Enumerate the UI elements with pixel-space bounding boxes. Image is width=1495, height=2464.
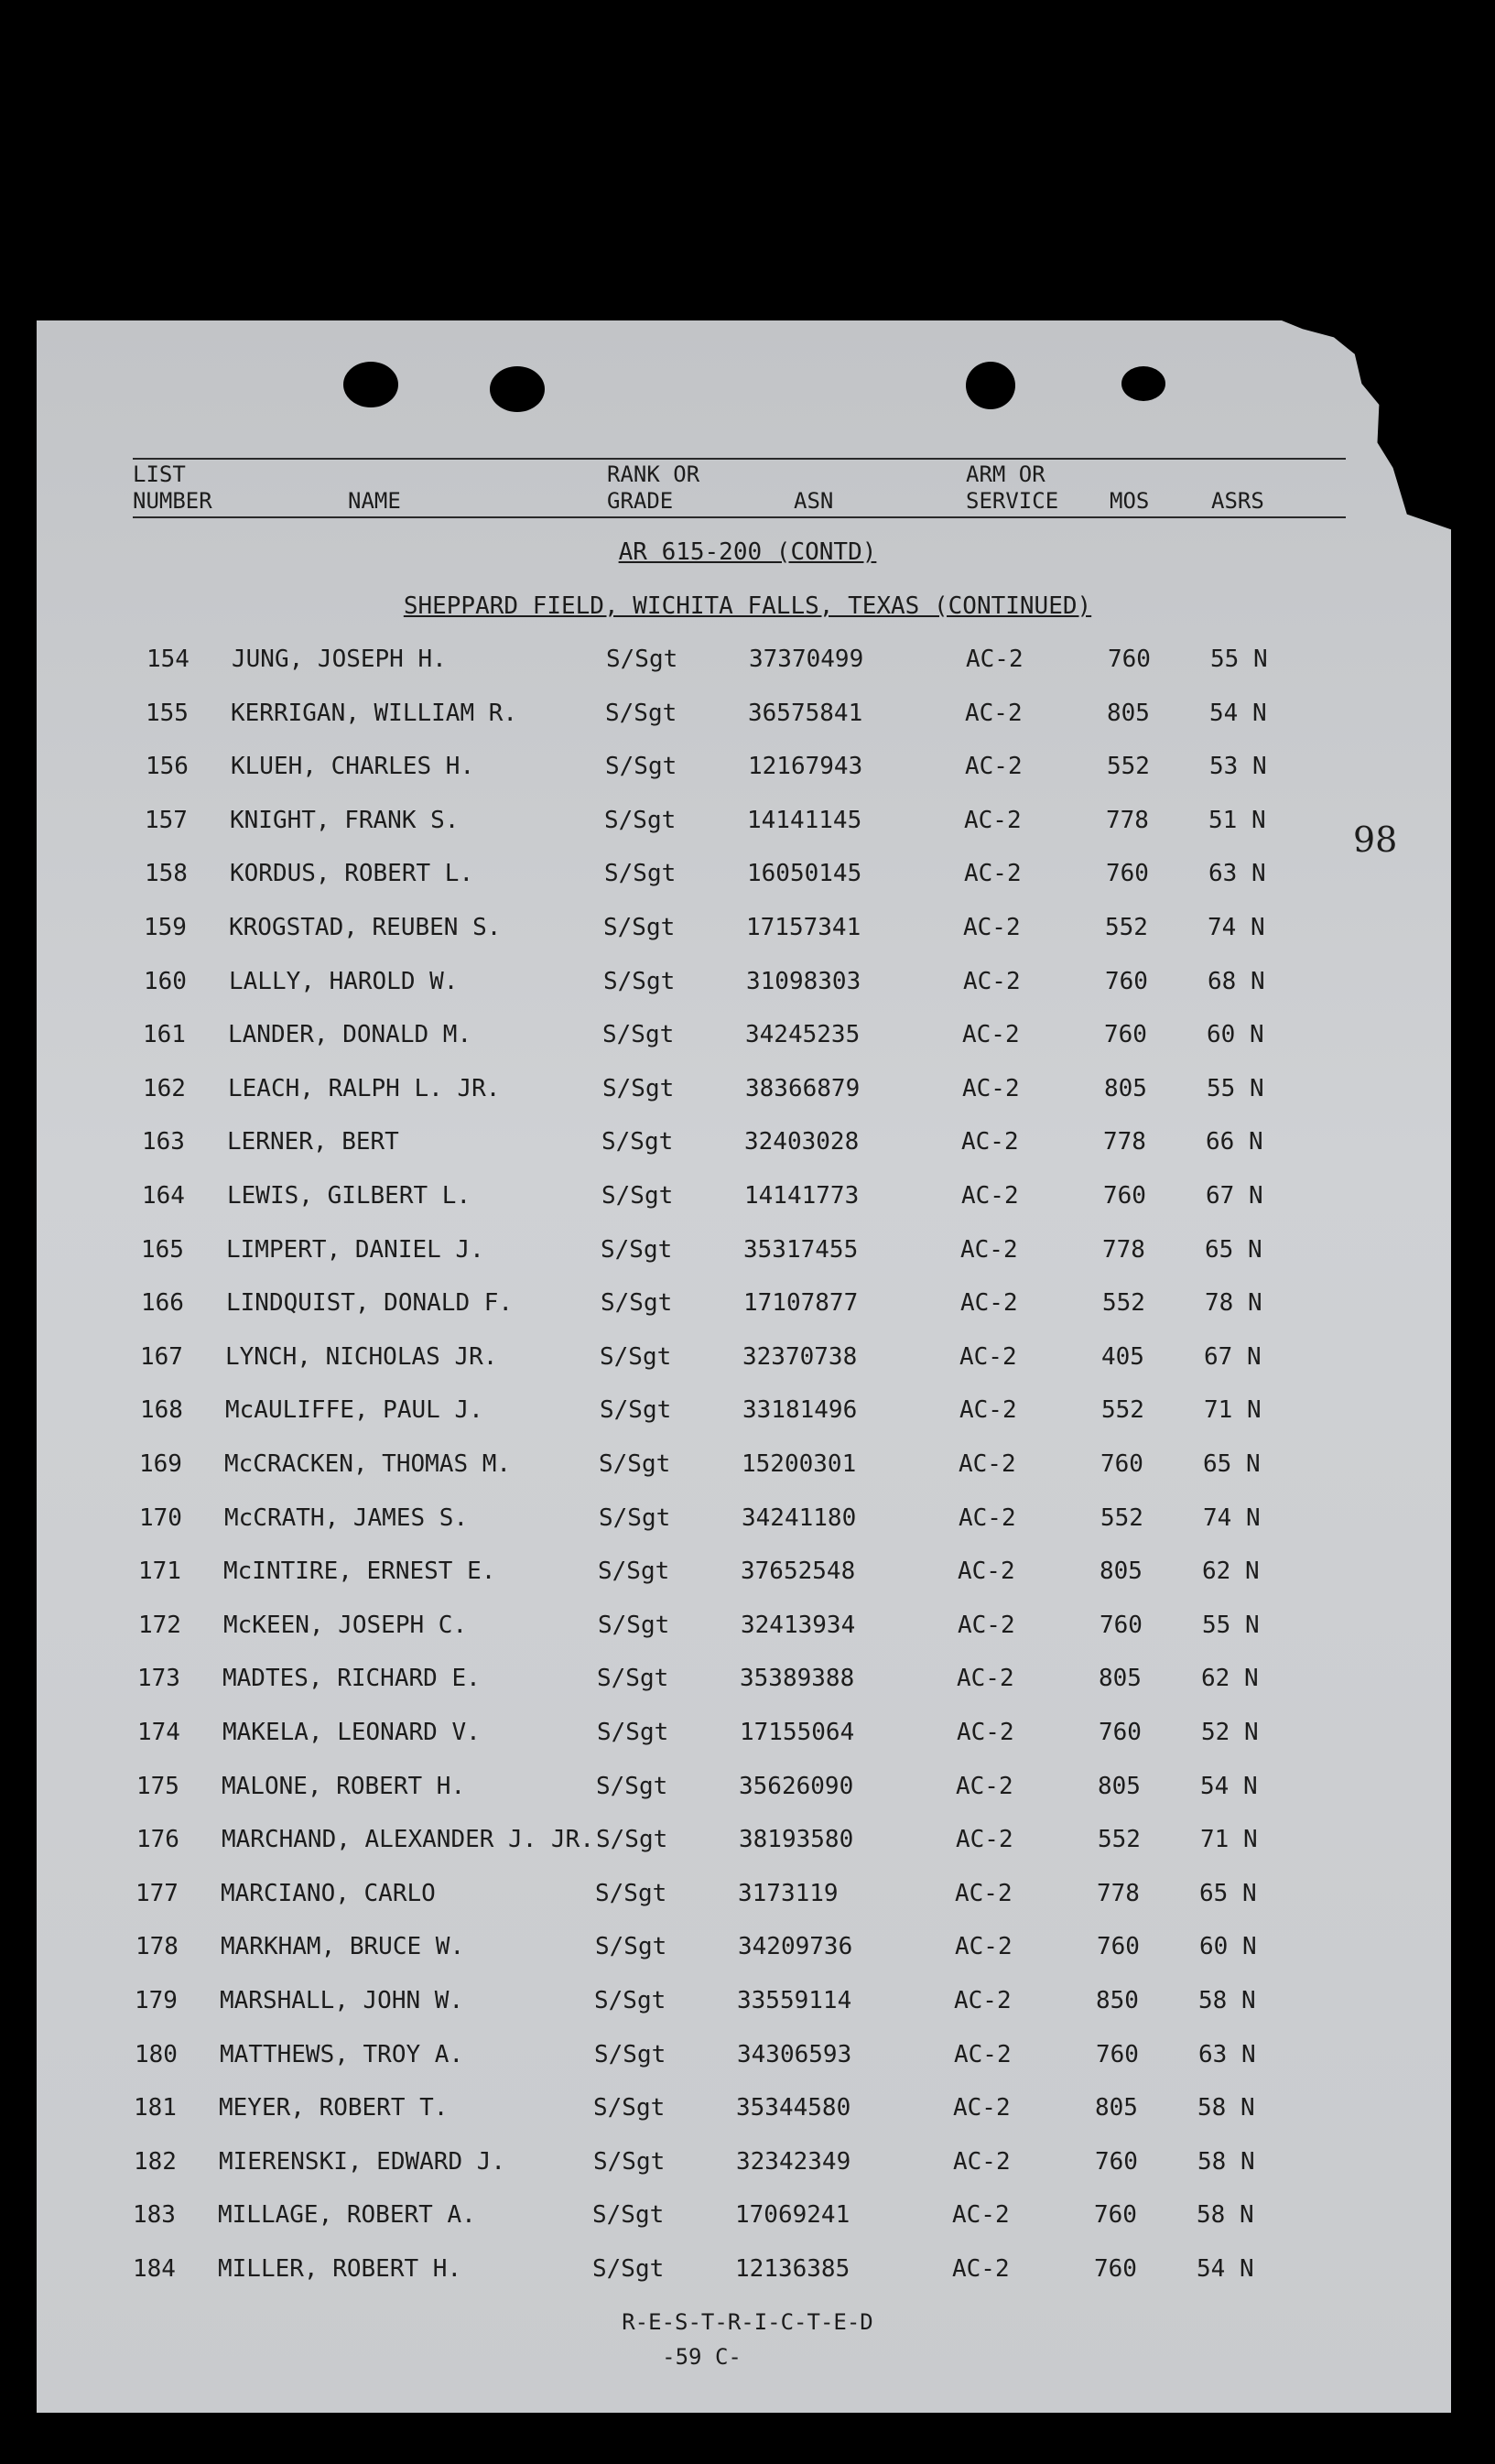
mos: 805 (1107, 699, 1150, 727)
table-row (0, 1928, 1484, 1965)
asrs: 62 N (1202, 1558, 1260, 1586)
rank: S/Sgt (593, 2094, 666, 2122)
arm-service: AC-2 (960, 1235, 1018, 1264)
table-row (0, 1821, 1485, 1858)
asrs: 52 N (1201, 1719, 1259, 1746)
arm-service: AC-2 (952, 2255, 1010, 2283)
table-row (0, 2251, 1481, 2287)
arm-service: AC-2 (957, 1665, 1014, 1693)
rank: S/Sgt (600, 1342, 672, 1371)
asrs: 62 N (1201, 1665, 1259, 1693)
mos: 805 (1095, 2094, 1138, 2122)
arm-service: AC-2 (962, 1021, 1020, 1049)
table-row (0, 1232, 1490, 1268)
list-number: 161 (143, 1021, 186, 1049)
arm-service: AC-2 (959, 1503, 1016, 1532)
rank: S/Sgt (602, 1074, 675, 1102)
list-number: 162 (143, 1074, 186, 1102)
asn: 38366879 (745, 1074, 861, 1102)
arm-service: AC-2 (960, 1289, 1018, 1318)
punch-hole (1121, 366, 1165, 401)
person-name: MADTES, RICHARD E. (222, 1665, 481, 1693)
person-name: McCRACKEN, THOMAS M. (224, 1450, 512, 1478)
location-heading: SHEPPARD FIELD, WICHITA FALLS, TEXAS (CONTINUED) (403, 592, 1092, 620)
mos: 552 (1107, 753, 1150, 781)
asn: 33181496 (742, 1396, 858, 1425)
rank: S/Sgt (598, 1611, 670, 1639)
rank: S/Sgt (602, 1021, 675, 1049)
header-list-number: LIST NUMBER (133, 461, 212, 514)
header-mos: MOS (1110, 488, 1150, 514)
list-number: 183 (133, 2201, 176, 2230)
classification-footer: R-E-S-T-R-I-C-T-E-D (622, 2309, 873, 2335)
asrs: 58 N (1198, 1987, 1256, 2014)
mos: 778 (1097, 1879, 1140, 1907)
column-header (133, 458, 1346, 518)
asrs: 65 N (1205, 1235, 1262, 1264)
asn: 36575841 (748, 699, 863, 727)
mos: 760 (1105, 967, 1148, 995)
header-asrs: ASRS (1211, 488, 1264, 514)
list-number: 180 (135, 2040, 178, 2068)
arm-service: AC-2 (958, 1611, 1015, 1639)
person-name: MARSHALL, JOHN W. (220, 1987, 464, 2014)
person-name: KLUEH, CHARLES H. (231, 753, 475, 781)
rank: S/Sgt (601, 1235, 673, 1264)
table-row (0, 748, 1494, 785)
asrs: 60 N (1207, 1021, 1264, 1049)
asn: 17155064 (740, 1719, 855, 1746)
arm-service: AC-2 (961, 1128, 1019, 1156)
list-number: 169 (139, 1450, 182, 1478)
person-name: McCRATH, JAMES S. (224, 1503, 469, 1532)
table-row (0, 1070, 1491, 1107)
mos: 760 (1095, 2147, 1138, 2176)
table-row (0, 1500, 1488, 1536)
page-number: -59 C- (662, 2344, 742, 2370)
table-row (0, 1660, 1486, 1697)
asn: 37370499 (749, 646, 864, 673)
list-number: 155 (146, 699, 189, 727)
person-name: KROGSTAD, REUBEN S. (229, 914, 502, 941)
list-number: 168 (140, 1396, 183, 1425)
rank: S/Sgt (601, 1182, 674, 1210)
asn: 14141773 (744, 1182, 860, 1210)
asn: 16050145 (747, 860, 862, 888)
list-number: 172 (138, 1611, 181, 1639)
mos: 760 (1099, 1719, 1142, 1746)
rank: S/Sgt (595, 1879, 667, 1907)
list-number: 154 (146, 646, 190, 673)
asn: 12167943 (748, 753, 863, 781)
list-number: 164 (142, 1182, 185, 1210)
mos: 552 (1101, 1396, 1144, 1425)
list-number: 156 (146, 753, 189, 781)
list-number: 171 (138, 1558, 181, 1586)
mos: 405 (1101, 1342, 1144, 1371)
mos: 805 (1098, 1772, 1141, 1800)
arm-service: AC-2 (962, 1074, 1020, 1102)
rank: S/Sgt (601, 1289, 673, 1318)
asn: 31098303 (746, 967, 861, 995)
punch-hole (490, 366, 545, 412)
asn: 33559114 (737, 1987, 852, 2014)
list-number: 175 (136, 1772, 179, 1800)
table-row (0, 963, 1492, 1000)
asrs: 74 N (1203, 1503, 1261, 1532)
asn: 35344580 (736, 2094, 851, 2122)
person-name: MARKHAM, BRUCE W. (221, 1933, 465, 1961)
list-number: 173 (137, 1665, 180, 1693)
person-name: MIERENSKI, EDWARD J. (219, 2147, 506, 2176)
asrs: 65 N (1203, 1450, 1261, 1478)
header-name: NAME (348, 488, 401, 514)
person-name: McINTIRE, ERNEST E. (223, 1558, 496, 1586)
mos: 760 (1096, 2040, 1139, 2068)
rank: S/Sgt (597, 1665, 669, 1693)
asrs: 74 N (1208, 914, 1265, 941)
person-name: LIMPERT, DANIEL J. (226, 1235, 484, 1264)
list-number: 160 (144, 967, 187, 995)
asn: 32403028 (744, 1128, 860, 1156)
header-rank: RANK OR GRADE (607, 461, 700, 514)
table-row (0, 909, 1492, 946)
mos: 805 (1099, 1665, 1142, 1693)
asn: 12136385 (735, 2255, 850, 2283)
person-name: KNIGHT, FRANK S. (230, 806, 460, 834)
punch-hole (343, 362, 398, 407)
list-number: 159 (144, 914, 187, 941)
table-row (0, 2197, 1481, 2233)
asn: 34245235 (745, 1021, 861, 1049)
list-number: 182 (134, 2147, 177, 2176)
mos: 760 (1106, 860, 1149, 888)
asn: 14141145 (747, 806, 862, 834)
person-name: LINDQUIST, DONALD F. (226, 1289, 514, 1318)
table-row (0, 1875, 1484, 1912)
asrs: 55 N (1202, 1611, 1260, 1639)
rank: S/Sgt (592, 2255, 665, 2283)
rank: S/Sgt (604, 860, 677, 888)
mos: 760 (1104, 1021, 1147, 1049)
asn: 35626090 (739, 1772, 854, 1800)
arm-service: AC-2 (955, 1879, 1013, 1907)
rank: S/Sgt (596, 1826, 668, 1854)
rank: S/Sgt (605, 753, 677, 781)
person-name: McAULIFFE, PAUL J. (225, 1396, 483, 1425)
asrs: 63 N (1198, 2040, 1256, 2068)
list-number: 170 (139, 1503, 182, 1532)
asrs: 78 N (1205, 1289, 1262, 1318)
arm-service: AC-2 (961, 1182, 1019, 1210)
arm-service: AC-2 (965, 699, 1023, 727)
arm-service: AC-2 (956, 1826, 1013, 1854)
person-name: LANDER, DONALD M. (228, 1021, 472, 1049)
table-row (0, 1714, 1486, 1751)
asn: 37652548 (741, 1558, 856, 1586)
arm-service: AC-2 (954, 2040, 1012, 2068)
asn: 17069241 (735, 2201, 850, 2230)
mos: 760 (1108, 646, 1151, 673)
table-row (0, 641, 1495, 678)
person-name: MAKELA, LEONARD V. (222, 1719, 481, 1746)
arm-service: AC-2 (964, 806, 1022, 834)
arm-service: AC-2 (959, 1396, 1017, 1425)
arm-service: AC-2 (954, 1987, 1012, 2014)
mos: 778 (1103, 1128, 1146, 1156)
arm-service: AC-2 (965, 753, 1023, 781)
mos: 760 (1094, 2255, 1137, 2283)
rank: S/Sgt (592, 2201, 665, 2230)
asrs: 54 N (1197, 2255, 1254, 2283)
asn: 32342349 (736, 2147, 851, 2176)
rank: S/Sgt (605, 699, 677, 727)
list-number: 167 (140, 1342, 183, 1371)
person-name: LEACH, RALPH L. JR. (228, 1074, 501, 1102)
asrs: 67 N (1206, 1182, 1263, 1210)
list-number: 163 (142, 1128, 185, 1156)
table-row (0, 1178, 1490, 1214)
table-row (0, 1982, 1483, 2019)
table-row (0, 1016, 1491, 1053)
person-name: MATTHEWS, TROY A. (220, 2040, 464, 2068)
rank: S/Sgt (604, 806, 677, 834)
mos: 552 (1102, 1289, 1145, 1318)
regulation-heading: AR 615-200 (CONTD) (618, 538, 877, 566)
asn: 3173119 (738, 1879, 839, 1907)
table-row (0, 1768, 1485, 1805)
table-row (0, 1446, 1488, 1482)
list-number: 178 (135, 1933, 179, 1961)
arm-service: AC-2 (958, 1558, 1015, 1586)
asrs: 58 N (1197, 2201, 1254, 2230)
table-row (0, 2090, 1482, 2126)
list-number: 184 (133, 2255, 176, 2283)
header-asn: ASN (794, 488, 834, 514)
list-number: 176 (136, 1826, 179, 1854)
table-row (0, 802, 1493, 839)
asrs: 54 N (1200, 1772, 1258, 1800)
asrs: 58 N (1197, 2147, 1255, 2176)
table-row (0, 1607, 1487, 1644)
person-name: MEYER, ROBERT T. (219, 2094, 449, 2122)
person-name: LALLY, HAROLD W. (229, 967, 459, 995)
list-number: 165 (141, 1235, 184, 1264)
mos: 552 (1100, 1503, 1143, 1532)
table-row (0, 1392, 1489, 1428)
arm-service: AC-2 (959, 1342, 1017, 1371)
person-name: MALONE, ROBERT H. (222, 1772, 466, 1800)
rank: S/Sgt (603, 967, 676, 995)
asn: 38193580 (739, 1826, 854, 1854)
person-name: LERNER, BERT (227, 1128, 399, 1156)
rank: S/Sgt (598, 1558, 670, 1586)
mos: 778 (1106, 806, 1149, 834)
rank: S/Sgt (594, 2040, 666, 2068)
mos: 760 (1100, 1450, 1143, 1478)
asrs: 66 N (1206, 1128, 1263, 1156)
mos: 760 (1094, 2201, 1137, 2230)
rank: S/Sgt (594, 1987, 666, 2014)
punch-hole (966, 362, 1015, 409)
list-number: 174 (137, 1719, 180, 1746)
rank: S/Sgt (600, 1396, 672, 1425)
arm-service: AC-2 (959, 1450, 1016, 1478)
arm-service: AC-2 (963, 967, 1021, 995)
mos: 552 (1105, 914, 1148, 941)
asrs: 68 N (1208, 967, 1265, 995)
rank: S/Sgt (601, 1128, 674, 1156)
person-name: MILLER, ROBERT H. (218, 2255, 462, 2283)
header-arm: ARM OR SERVICE (966, 461, 1059, 514)
mos: 805 (1104, 1074, 1147, 1102)
mos: 805 (1100, 1558, 1143, 1586)
table-row (0, 2036, 1483, 2073)
person-name: MARCHAND, ALEXANDER J. JR. (222, 1826, 594, 1854)
table-row (0, 1553, 1487, 1590)
asrs: 53 N (1209, 753, 1267, 781)
asn: 34241180 (742, 1503, 857, 1532)
asn: 17107877 (743, 1289, 859, 1318)
asrs: 71 N (1204, 1396, 1262, 1425)
list-number: 177 (135, 1879, 179, 1907)
person-name: MARCIANO, CARLO (221, 1879, 436, 1907)
list-number: 179 (135, 1987, 178, 2014)
person-name: KORDUS, ROBERT L. (230, 860, 474, 888)
asrs: 58 N (1197, 2094, 1255, 2122)
mos: 760 (1103, 1182, 1146, 1210)
table-row (0, 1123, 1490, 1160)
person-name: MILLAGE, ROBERT A. (218, 2201, 476, 2230)
asn: 17157341 (746, 914, 861, 941)
rank: S/Sgt (606, 646, 678, 673)
list-number: 166 (141, 1289, 184, 1318)
arm-service: AC-2 (953, 2147, 1011, 2176)
rank: S/Sgt (593, 2147, 666, 2176)
asrs: 71 N (1200, 1826, 1258, 1854)
asn: 35389388 (740, 1665, 855, 1693)
asrs: 55 N (1210, 646, 1268, 673)
asrs: 65 N (1199, 1879, 1257, 1907)
asrs: 63 N (1208, 860, 1266, 888)
table-row (0, 1339, 1489, 1375)
arm-service: AC-2 (956, 1772, 1013, 1800)
mos: 552 (1098, 1826, 1141, 1854)
arm-service: AC-2 (957, 1719, 1014, 1746)
asn: 34209736 (738, 1933, 853, 1961)
rank: S/Sgt (599, 1450, 671, 1478)
rank: S/Sgt (603, 914, 676, 941)
asrs: 51 N (1208, 806, 1266, 834)
arm-service: AC-2 (952, 2201, 1010, 2230)
mos: 760 (1100, 1611, 1143, 1639)
mos: 760 (1097, 1933, 1140, 1961)
table-row (0, 855, 1493, 892)
asn: 32413934 (741, 1611, 856, 1639)
asrs: 67 N (1204, 1342, 1262, 1371)
asrs: 55 N (1207, 1074, 1264, 1102)
rank: S/Sgt (597, 1719, 669, 1746)
list-number: 181 (134, 2094, 177, 2122)
page-stamp-number: 98 (1353, 820, 1398, 860)
person-name: KERRIGAN, WILLIAM R. (231, 699, 518, 727)
table-row (0, 2144, 1482, 2180)
mos: 778 (1102, 1235, 1145, 1264)
person-name: LEWIS, GILBERT L. (227, 1182, 471, 1210)
asn: 15200301 (742, 1450, 857, 1478)
asn: 34306593 (737, 2040, 852, 2068)
person-name: JUNG, JOSEPH H. (232, 646, 447, 673)
mos: 850 (1096, 1987, 1139, 2014)
asrs: 54 N (1209, 699, 1267, 727)
rank: S/Sgt (595, 1933, 667, 1961)
rank: S/Sgt (596, 1772, 668, 1800)
list-number: 158 (145, 860, 188, 888)
list-number: 157 (145, 806, 188, 834)
asn: 32370738 (742, 1342, 858, 1371)
rank: S/Sgt (599, 1503, 671, 1532)
person-name: LYNCH, NICHOLAS JR. (225, 1342, 498, 1371)
asrs: 60 N (1199, 1933, 1257, 1961)
arm-service: AC-2 (953, 2094, 1011, 2122)
table-row (0, 1285, 1490, 1321)
table-row (0, 695, 1494, 732)
arm-service: AC-2 (955, 1933, 1013, 1961)
asn: 35317455 (743, 1235, 859, 1264)
person-name: McKEEN, JOSEPH C. (223, 1611, 468, 1639)
arm-service: AC-2 (966, 646, 1024, 673)
arm-service: AC-2 (964, 860, 1022, 888)
arm-service: AC-2 (963, 914, 1021, 941)
